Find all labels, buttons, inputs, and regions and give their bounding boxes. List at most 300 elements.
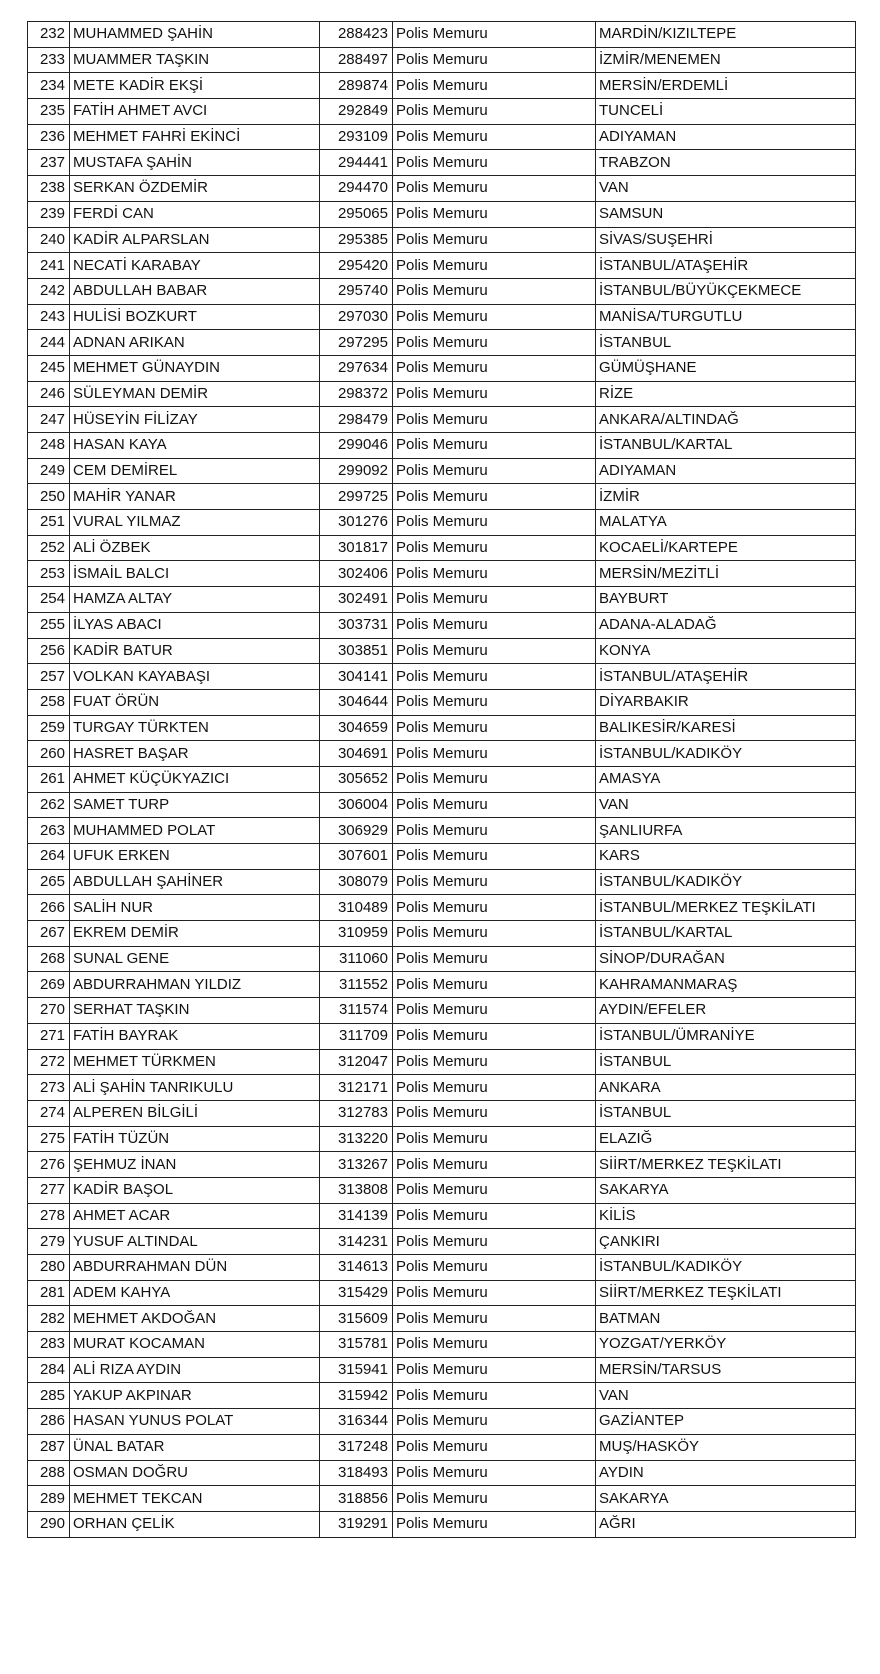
table-row	[28, 1434, 856, 1460]
row-number-cell: 234	[28, 73, 70, 99]
assignment-location-cell: RİZE	[596, 381, 856, 407]
full-name-cell: MUHAMMED ŞAHİN	[70, 22, 320, 48]
row-number-cell: 266	[28, 895, 70, 921]
table-row	[28, 1152, 856, 1178]
full-name-cell: SALİH NUR	[70, 895, 320, 921]
row-number-cell: 267	[28, 921, 70, 947]
row-number-cell: 260	[28, 741, 70, 767]
assignment-location-cell: AYDIN/EFELER	[596, 998, 856, 1024]
full-name-cell: TURGAY TÜRKTEN	[70, 715, 320, 741]
assignment-location-cell: ELAZIĞ	[596, 1126, 856, 1152]
registry-number-cell: 316344	[320, 1409, 393, 1435]
assignment-location-cell: İSTANBUL/ÜMRANİYE	[596, 1023, 856, 1049]
title-cell: Polis Memuru	[393, 227, 596, 253]
title-cell: Polis Memuru	[393, 1409, 596, 1435]
registry-number-cell: 302406	[320, 561, 393, 587]
full-name-cell: SERHAT TAŞKIN	[70, 998, 320, 1024]
title-cell: Polis Memuru	[393, 1434, 596, 1460]
row-number-cell: 257	[28, 664, 70, 690]
row-number-cell: 249	[28, 458, 70, 484]
registry-number-cell: 311574	[320, 998, 393, 1024]
assignment-location-cell: İSTANBUL/KADIKÖY	[596, 1255, 856, 1281]
title-cell: Polis Memuru	[393, 381, 596, 407]
row-number-cell: 232	[28, 22, 70, 48]
row-number-cell: 237	[28, 150, 70, 176]
row-number-cell: 236	[28, 124, 70, 150]
row-number-cell: 233	[28, 47, 70, 73]
title-cell: Polis Memuru	[393, 458, 596, 484]
full-name-cell: KADİR BAŞOL	[70, 1177, 320, 1203]
row-number-cell: 263	[28, 818, 70, 844]
registry-number-cell: 304659	[320, 715, 393, 741]
assignment-location-cell: İSTANBUL	[596, 1049, 856, 1075]
full-name-cell: MUHAMMED POLAT	[70, 818, 320, 844]
title-cell: Polis Memuru	[393, 741, 596, 767]
registry-number-cell: 314231	[320, 1229, 393, 1255]
registry-number-cell: 314139	[320, 1203, 393, 1229]
row-number-cell: 284	[28, 1357, 70, 1383]
table-row	[28, 921, 856, 947]
title-cell: Polis Memuru	[393, 664, 596, 690]
row-number-cell: 242	[28, 278, 70, 304]
registry-number-cell: 302491	[320, 587, 393, 613]
full-name-cell: İSMAİL BALCI	[70, 561, 320, 587]
assignment-location-cell: BALIKESİR/KARESİ	[596, 715, 856, 741]
row-number-cell: 245	[28, 355, 70, 381]
title-cell: Polis Memuru	[393, 304, 596, 330]
assignment-location-cell: İZMİR	[596, 484, 856, 510]
title-cell: Polis Memuru	[393, 1126, 596, 1152]
assignment-location-cell: TRABZON	[596, 150, 856, 176]
row-number-cell: 254	[28, 587, 70, 613]
full-name-cell: İLYAS ABACI	[70, 612, 320, 638]
row-number-cell: 276	[28, 1152, 70, 1178]
full-name-cell: ADNAN ARIKAN	[70, 330, 320, 356]
table-row	[28, 253, 856, 279]
title-cell: Polis Memuru	[393, 689, 596, 715]
registry-number-cell: 288423	[320, 22, 393, 48]
row-number-cell: 255	[28, 612, 70, 638]
title-cell: Polis Memuru	[393, 638, 596, 664]
assignment-location-cell: İSTANBUL/ATAŞEHİR	[596, 253, 856, 279]
row-number-cell: 259	[28, 715, 70, 741]
full-name-cell: HASAN KAYA	[70, 433, 320, 459]
title-cell: Polis Memuru	[393, 176, 596, 202]
row-number-cell: 264	[28, 844, 70, 870]
table-row	[28, 1100, 856, 1126]
assignment-location-cell: ADIYAMAN	[596, 458, 856, 484]
registry-number-cell: 299046	[320, 433, 393, 459]
full-name-cell: ALİ RIZA AYDIN	[70, 1357, 320, 1383]
title-cell: Polis Memuru	[393, 998, 596, 1024]
full-name-cell: SÜLEYMAN DEMİR	[70, 381, 320, 407]
assignment-location-cell: GAZİANTEP	[596, 1409, 856, 1435]
row-number-cell: 244	[28, 330, 70, 356]
title-cell: Polis Memuru	[393, 1100, 596, 1126]
row-number-cell: 247	[28, 407, 70, 433]
full-name-cell: SUNAL GENE	[70, 946, 320, 972]
row-number-cell: 253	[28, 561, 70, 587]
assignment-location-cell: GÜMÜŞHANE	[596, 355, 856, 381]
title-cell: Polis Memuru	[393, 792, 596, 818]
full-name-cell: MEHMET FAHRİ EKİNCİ	[70, 124, 320, 150]
registry-number-cell: 303851	[320, 638, 393, 664]
row-number-cell: 235	[28, 99, 70, 125]
table-row	[28, 484, 856, 510]
full-name-cell: METE KADİR EKŞİ	[70, 73, 320, 99]
assignment-location-cell: AYDIN	[596, 1460, 856, 1486]
table-row	[28, 330, 856, 356]
row-number-cell: 274	[28, 1100, 70, 1126]
full-name-cell: ŞEHMUZ İNAN	[70, 1152, 320, 1178]
row-number-cell: 272	[28, 1049, 70, 1075]
title-cell: Polis Memuru	[393, 201, 596, 227]
full-name-cell: EKREM DEMİR	[70, 921, 320, 947]
full-name-cell: HASAN YUNUS POLAT	[70, 1409, 320, 1435]
full-name-cell: FATİH TÜZÜN	[70, 1126, 320, 1152]
registry-number-cell: 295065	[320, 201, 393, 227]
registry-number-cell: 315781	[320, 1332, 393, 1358]
registry-number-cell: 293109	[320, 124, 393, 150]
full-name-cell: MEHMET GÜNAYDIN	[70, 355, 320, 381]
row-number-cell: 286	[28, 1409, 70, 1435]
assignment-location-cell: BATMAN	[596, 1306, 856, 1332]
assignment-location-cell: İSTANBUL	[596, 330, 856, 356]
table-row	[28, 1255, 856, 1281]
assignment-location-cell: MANİSA/TURGUTLU	[596, 304, 856, 330]
table-row	[28, 201, 856, 227]
title-cell: Polis Memuru	[393, 1049, 596, 1075]
table-row	[28, 73, 856, 99]
registry-number-cell: 315429	[320, 1280, 393, 1306]
table-row	[28, 1486, 856, 1512]
title-cell: Polis Memuru	[393, 433, 596, 459]
table-row	[28, 998, 856, 1024]
table-row	[28, 1203, 856, 1229]
table-row	[28, 1332, 856, 1358]
assignment-location-cell: İSTANBUL/KADIKÖY	[596, 869, 856, 895]
row-number-cell: 290	[28, 1511, 70, 1537]
registry-number-cell: 312171	[320, 1075, 393, 1101]
full-name-cell: HÜSEYİN FİLİZAY	[70, 407, 320, 433]
registry-number-cell: 308079	[320, 869, 393, 895]
row-number-cell: 252	[28, 535, 70, 561]
title-cell: Polis Memuru	[393, 1332, 596, 1358]
full-name-cell: FUAT ÖRÜN	[70, 689, 320, 715]
table-row	[28, 792, 856, 818]
row-number-cell: 238	[28, 176, 70, 202]
registry-number-cell: 295385	[320, 227, 393, 253]
row-number-cell: 268	[28, 946, 70, 972]
title-cell: Polis Memuru	[393, 407, 596, 433]
assignment-location-cell: İSTANBUL/MERKEZ TEŞKİLATI	[596, 895, 856, 921]
row-number-cell: 258	[28, 689, 70, 715]
table-row	[28, 1460, 856, 1486]
full-name-cell: AHMET ACAR	[70, 1203, 320, 1229]
assignment-location-cell: SAMSUN	[596, 201, 856, 227]
table-row	[28, 150, 856, 176]
registry-number-cell: 307601	[320, 844, 393, 870]
registry-number-cell: 305652	[320, 766, 393, 792]
full-name-cell: YAKUP AKPINAR	[70, 1383, 320, 1409]
assignment-location-cell: TUNCELİ	[596, 99, 856, 125]
registry-number-cell: 294470	[320, 176, 393, 202]
title-cell: Polis Memuru	[393, 1255, 596, 1281]
title-cell: Polis Memuru	[393, 1460, 596, 1486]
full-name-cell: MEHMET AKDOĞAN	[70, 1306, 320, 1332]
assignment-location-cell: SİNOP/DURAĞAN	[596, 946, 856, 972]
registry-number-cell: 304691	[320, 741, 393, 767]
table-row	[28, 304, 856, 330]
registry-number-cell: 311709	[320, 1023, 393, 1049]
assignment-location-cell: SİİRT/MERKEZ TEŞKİLATI	[596, 1280, 856, 1306]
registry-number-cell: 310489	[320, 895, 393, 921]
registry-number-cell: 315942	[320, 1383, 393, 1409]
full-name-cell: KADİR BATUR	[70, 638, 320, 664]
registry-number-cell: 299092	[320, 458, 393, 484]
full-name-cell: HASRET BAŞAR	[70, 741, 320, 767]
assignment-location-cell: SİVAS/SUŞEHRİ	[596, 227, 856, 253]
title-cell: Polis Memuru	[393, 715, 596, 741]
registry-number-cell: 306004	[320, 792, 393, 818]
title-cell: Polis Memuru	[393, 1383, 596, 1409]
table-row	[28, 946, 856, 972]
title-cell: Polis Memuru	[393, 253, 596, 279]
title-cell: Polis Memuru	[393, 1152, 596, 1178]
registry-number-cell: 319291	[320, 1511, 393, 1537]
table-row	[28, 1229, 856, 1255]
assignment-location-cell: İZMİR/MENEMEN	[596, 47, 856, 73]
assignment-location-cell: MARDİN/KIZILTEPE	[596, 22, 856, 48]
assignment-location-cell: ÇANKIRI	[596, 1229, 856, 1255]
registry-number-cell: 311552	[320, 972, 393, 998]
row-number-cell: 288	[28, 1460, 70, 1486]
registry-number-cell: 313267	[320, 1152, 393, 1178]
registry-number-cell: 318493	[320, 1460, 393, 1486]
title-cell: Polis Memuru	[393, 818, 596, 844]
table-row	[28, 689, 856, 715]
row-number-cell: 256	[28, 638, 70, 664]
registry-number-cell: 301817	[320, 535, 393, 561]
assignment-location-cell: KOCAELİ/KARTEPE	[596, 535, 856, 561]
row-number-cell: 273	[28, 1075, 70, 1101]
registry-number-cell: 313808	[320, 1177, 393, 1203]
row-number-cell: 251	[28, 510, 70, 536]
registry-number-cell: 298372	[320, 381, 393, 407]
table-row	[28, 433, 856, 459]
full-name-cell: VOLKAN KAYABAŞI	[70, 664, 320, 690]
full-name-cell: VURAL YILMAZ	[70, 510, 320, 536]
registry-number-cell: 297634	[320, 355, 393, 381]
table-row	[28, 766, 856, 792]
table-row	[28, 715, 856, 741]
title-cell: Polis Memuru	[393, 124, 596, 150]
row-number-cell: 265	[28, 869, 70, 895]
assignment-location-cell: VAN	[596, 792, 856, 818]
row-number-cell: 281	[28, 1280, 70, 1306]
table-row	[28, 278, 856, 304]
table-row	[28, 741, 856, 767]
assignment-location-cell: MUŞ/HASKÖY	[596, 1434, 856, 1460]
full-name-cell: UFUK ERKEN	[70, 844, 320, 870]
assignment-location-cell: KARS	[596, 844, 856, 870]
row-number-cell: 239	[28, 201, 70, 227]
registry-number-cell: 312783	[320, 1100, 393, 1126]
title-cell: Polis Memuru	[393, 1280, 596, 1306]
full-name-cell: ABDURRAHMAN DÜN	[70, 1255, 320, 1281]
title-cell: Polis Memuru	[393, 972, 596, 998]
registry-number-cell: 297030	[320, 304, 393, 330]
registry-number-cell: 304141	[320, 664, 393, 690]
full-name-cell: ABDULLAH BABAR	[70, 278, 320, 304]
row-number-cell: 275	[28, 1126, 70, 1152]
row-number-cell: 283	[28, 1332, 70, 1358]
table-row	[28, 1306, 856, 1332]
registry-number-cell: 298479	[320, 407, 393, 433]
table-row	[28, 1075, 856, 1101]
assignment-location-cell: VAN	[596, 176, 856, 202]
table-row	[28, 47, 856, 73]
table-row	[28, 561, 856, 587]
assignment-location-cell: DİYARBAKIR	[596, 689, 856, 715]
full-name-cell: ALİ ŞAHİN TANRIKULU	[70, 1075, 320, 1101]
title-cell: Polis Memuru	[393, 869, 596, 895]
row-number-cell: 262	[28, 792, 70, 818]
full-name-cell: MEHMET TÜRKMEN	[70, 1049, 320, 1075]
title-cell: Polis Memuru	[393, 1306, 596, 1332]
assignment-location-cell: ADIYAMAN	[596, 124, 856, 150]
full-name-cell: SERKAN ÖZDEMİR	[70, 176, 320, 202]
title-cell: Polis Memuru	[393, 47, 596, 73]
registry-number-cell: 295420	[320, 253, 393, 279]
title-cell: Polis Memuru	[393, 484, 596, 510]
registry-number-cell: 297295	[320, 330, 393, 356]
table-row	[28, 176, 856, 202]
assignment-location-cell: İSTANBUL/KARTAL	[596, 433, 856, 459]
full-name-cell: YUSUF ALTINDAL	[70, 1229, 320, 1255]
full-name-cell: KADİR ALPARSLAN	[70, 227, 320, 253]
full-name-cell: ALİ ÖZBEK	[70, 535, 320, 561]
title-cell: Polis Memuru	[393, 355, 596, 381]
assignment-location-cell: ANKARA	[596, 1075, 856, 1101]
registry-number-cell: 315941	[320, 1357, 393, 1383]
assignment-location-cell: İSTANBUL	[596, 1100, 856, 1126]
row-number-cell: 279	[28, 1229, 70, 1255]
title-cell: Polis Memuru	[393, 99, 596, 125]
assignment-location-cell: İSTANBUL/KARTAL	[596, 921, 856, 947]
document-page	[27, 21, 855, 1538]
table-row	[28, 1357, 856, 1383]
full-name-cell: MUSTAFA ŞAHİN	[70, 150, 320, 176]
title-cell: Polis Memuru	[393, 587, 596, 613]
assignment-location-cell: MALATYA	[596, 510, 856, 536]
row-number-cell: 240	[28, 227, 70, 253]
title-cell: Polis Memuru	[393, 22, 596, 48]
table-row	[28, 407, 856, 433]
full-name-cell: FATİH BAYRAK	[70, 1023, 320, 1049]
row-number-cell: 243	[28, 304, 70, 330]
title-cell: Polis Memuru	[393, 1229, 596, 1255]
full-name-cell: FATİH AHMET AVCI	[70, 99, 320, 125]
title-cell: Polis Memuru	[393, 1075, 596, 1101]
table-row	[28, 1511, 856, 1537]
assignment-location-cell: ANKARA/ALTINDAĞ	[596, 407, 856, 433]
title-cell: Polis Memuru	[393, 921, 596, 947]
registry-number-cell: 311060	[320, 946, 393, 972]
table-row	[28, 587, 856, 613]
title-cell: Polis Memuru	[393, 1357, 596, 1383]
table-row	[28, 1049, 856, 1075]
title-cell: Polis Memuru	[393, 1511, 596, 1537]
table-row	[28, 1177, 856, 1203]
row-number-cell: 278	[28, 1203, 70, 1229]
title-cell: Polis Memuru	[393, 895, 596, 921]
assignment-location-cell: VAN	[596, 1383, 856, 1409]
row-number-cell: 246	[28, 381, 70, 407]
full-name-cell: HAMZA ALTAY	[70, 587, 320, 613]
assignment-location-cell: MERSİN/MEZİTLİ	[596, 561, 856, 587]
table-row	[28, 510, 856, 536]
row-number-cell: 270	[28, 998, 70, 1024]
registry-number-cell: 310959	[320, 921, 393, 947]
row-number-cell: 280	[28, 1255, 70, 1281]
full-name-cell: FERDİ CAN	[70, 201, 320, 227]
full-name-cell: ORHAN ÇELİK	[70, 1511, 320, 1537]
assignment-location-cell: KAHRAMANMARAŞ	[596, 972, 856, 998]
title-cell: Polis Memuru	[393, 535, 596, 561]
registry-number-cell: 313220	[320, 1126, 393, 1152]
assignment-location-cell: MERSİN/TARSUS	[596, 1357, 856, 1383]
personnel-table-body	[28, 22, 856, 1538]
registry-number-cell: 292849	[320, 99, 393, 125]
title-cell: Polis Memuru	[393, 510, 596, 536]
title-cell: Polis Memuru	[393, 1203, 596, 1229]
table-row	[28, 638, 856, 664]
title-cell: Polis Memuru	[393, 278, 596, 304]
full-name-cell: ADEM KAHYA	[70, 1280, 320, 1306]
full-name-cell: MURAT KOCAMAN	[70, 1332, 320, 1358]
table-row	[28, 664, 856, 690]
registry-number-cell: 299725	[320, 484, 393, 510]
personnel-table	[27, 21, 856, 1538]
full-name-cell: HULİSİ BOZKURT	[70, 304, 320, 330]
registry-number-cell: 301276	[320, 510, 393, 536]
row-number-cell: 269	[28, 972, 70, 998]
assignment-location-cell: AMASYA	[596, 766, 856, 792]
title-cell: Polis Memuru	[393, 766, 596, 792]
full-name-cell: NECATİ KARABAY	[70, 253, 320, 279]
table-row	[28, 1023, 856, 1049]
table-row	[28, 1280, 856, 1306]
table-row	[28, 972, 856, 998]
table-row	[28, 355, 856, 381]
registry-number-cell: 306929	[320, 818, 393, 844]
row-number-cell: 289	[28, 1486, 70, 1512]
assignment-location-cell: SİİRT/MERKEZ TEŞKİLATI	[596, 1152, 856, 1178]
title-cell: Polis Memuru	[393, 1023, 596, 1049]
row-number-cell: 282	[28, 1306, 70, 1332]
title-cell: Polis Memuru	[393, 73, 596, 99]
table-row	[28, 381, 856, 407]
table-row	[28, 844, 856, 870]
title-cell: Polis Memuru	[393, 1177, 596, 1203]
registry-number-cell: 318856	[320, 1486, 393, 1512]
title-cell: Polis Memuru	[393, 330, 596, 356]
registry-number-cell: 295740	[320, 278, 393, 304]
table-row	[28, 22, 856, 48]
full-name-cell: MAHİR YANAR	[70, 484, 320, 510]
title-cell: Polis Memuru	[393, 561, 596, 587]
